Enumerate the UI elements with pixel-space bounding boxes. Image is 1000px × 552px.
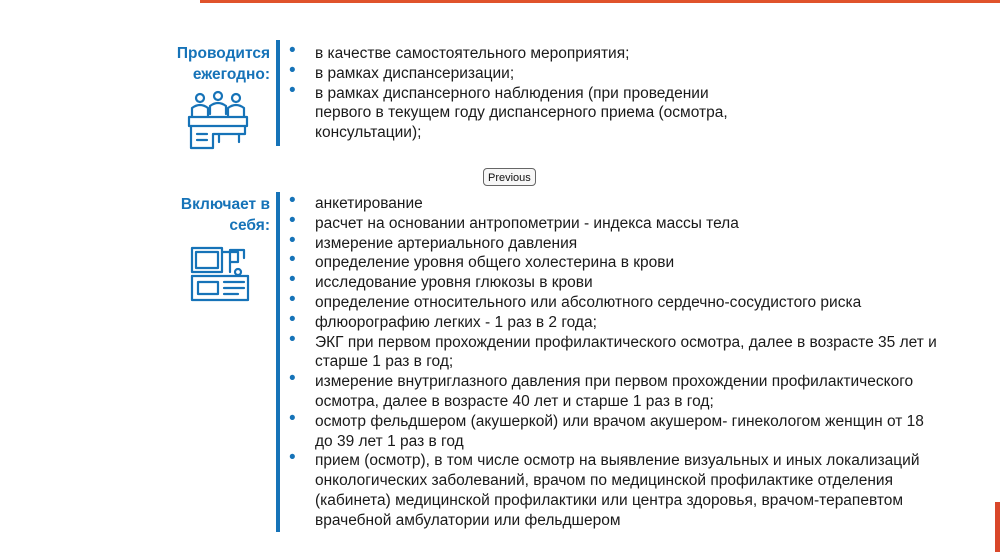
right-accent-bar xyxy=(995,502,1000,552)
section2-list xyxy=(289,194,939,531)
list-item: • измерение артериального давления xyxy=(289,234,939,254)
list-item: • анкетирование xyxy=(289,194,939,214)
medical-equipment-icon xyxy=(188,242,252,306)
previous-button[interactable]: Previous xyxy=(483,168,536,186)
list-item: • флюорографию легких - 1 раз в 2 года; xyxy=(289,313,939,333)
section1-title-line1: Проводится xyxy=(176,45,270,62)
meeting-group-icon xyxy=(186,90,250,152)
section1-list xyxy=(289,44,759,143)
top-accent-line xyxy=(200,0,1000,3)
section2-title xyxy=(140,194,270,236)
section2-title-line2: себя: xyxy=(229,217,270,234)
list-item: • определение относительного или абсолютного сердечно-сосудистого риска xyxy=(289,293,939,313)
list-item: • прием (осмотр), в том числе осмотр на выявление визуальных и иных локализаций онкологических заболеваний, врачом по медицинской профилактике отделения (кабинета) медицинской профилактики или центра здоровья, врачом-терапевтом врачебной амбулатории или фельдшером xyxy=(289,451,939,530)
list-item: • определение уровня общего холестерина в крови xyxy=(289,253,939,273)
list-item: • исследование уровня глюкозы в крови xyxy=(289,273,939,293)
list-item: • в рамках диспансеризации; xyxy=(289,64,759,84)
list-item: • расчет на основании антропометрии - индекса массы тела xyxy=(289,214,939,234)
list-item: • в рамках диспансерного наблюдения (при проведении первого в текущем году диспансерного приема (осмотра, консультации); xyxy=(289,84,759,143)
section2-divider xyxy=(276,192,280,532)
list-item: • осмотр фельдшером (акушеркой) или врачом акушером- гинекологом женщин от 18 до 39 лет 1 раз в год xyxy=(289,412,939,452)
section1-divider xyxy=(276,40,280,146)
list-item: • измерение внутриглазного давления при первом прохождении профилактического осмотра, далее в возрасте 40 лет и старше 1 раз в год; xyxy=(289,372,939,412)
section1-title-line2: ежегодно: xyxy=(192,66,270,83)
list-item: • в качестве самостоятельного мероприятия; xyxy=(289,44,759,64)
list-item: • ЭКГ при первом прохождении профилактического осмотра, далее в возрасте 35 лет и старше 1 раз в год; xyxy=(289,333,939,373)
section1-title xyxy=(140,43,270,85)
section2-title-line1: Включает в xyxy=(180,196,270,213)
